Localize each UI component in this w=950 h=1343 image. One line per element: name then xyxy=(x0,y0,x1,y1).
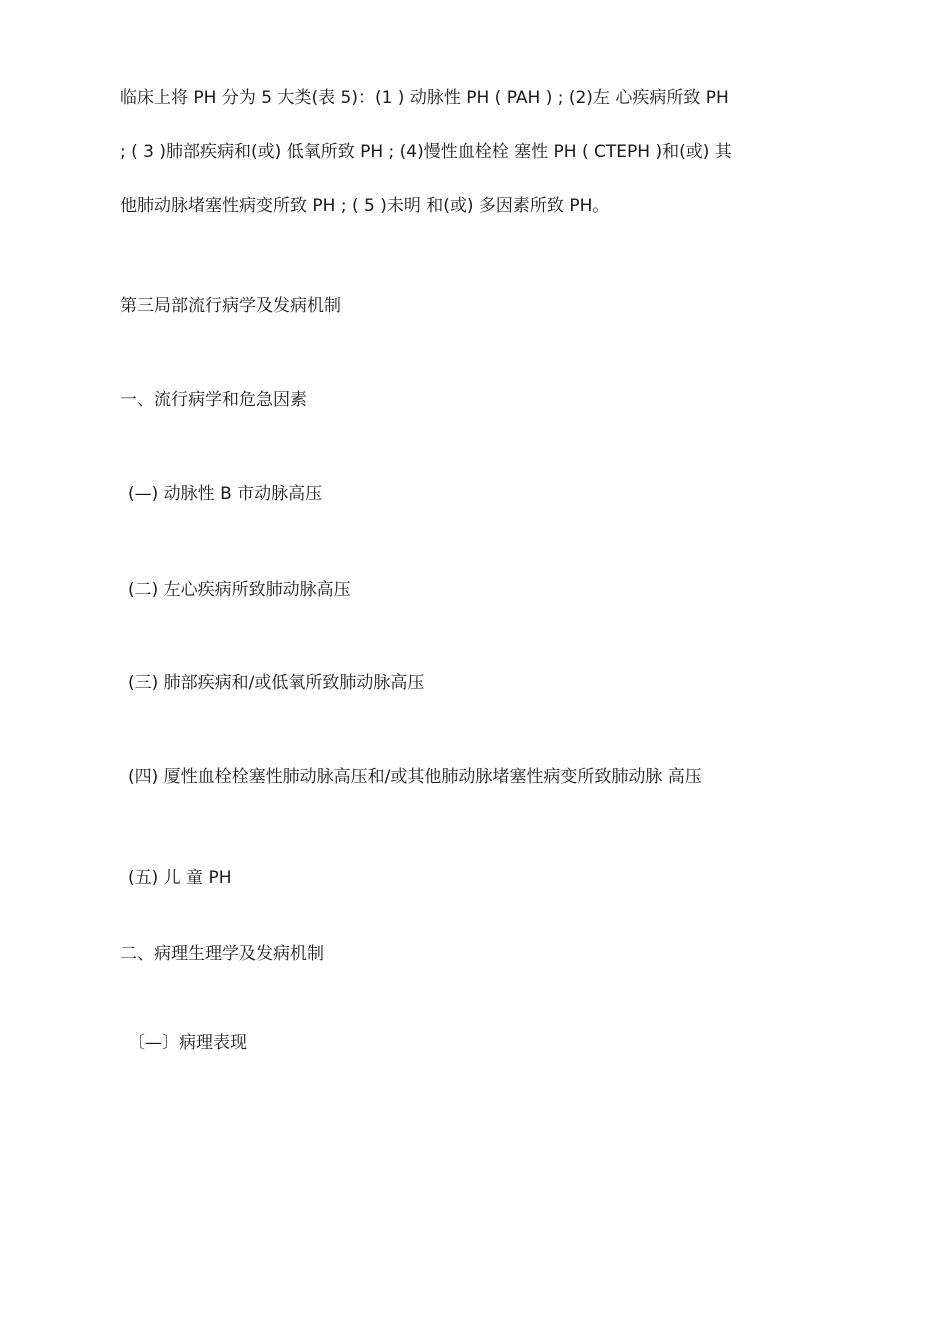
subsection-pediatric: (五) 儿 童 PH xyxy=(128,868,232,888)
paragraph-line-1: 临床上将 PH 分为 5 大类(表 5)：(1 ) 动脉性 PH ( PAH ) ; (2)左 心疾病所致 PH xyxy=(120,88,729,108)
subsection-lung-disease: (三) 肺部疾病和/或低氧所致肺动脉高压 xyxy=(128,673,425,693)
section-heading-epidemiology: 一、流行病学和危急因素 xyxy=(120,390,307,410)
subsection-cteph: (四) 厦性血栓栓塞性肺动脉高压和/或其他肺动脉堵塞性病变所致肺动脉 高压 xyxy=(128,767,702,787)
paragraph-line-2: ; ( 3 )肺部疾病和(或) 低氧所致 PH ; (4)慢性血栓栓 塞性 PH ( CTEPH )和(或) 其 xyxy=(120,142,732,162)
subsection-left-heart: (二) 左心疾病所致肺动脉高压 xyxy=(128,580,351,600)
section-heading-pathophysiology: 二、病理生理学及发病机制 xyxy=(120,944,324,964)
subsection-pathology: 〔—〕病理表现 xyxy=(128,1033,247,1053)
subsection-pah: (—) 动脉性 B 市动脉高压 xyxy=(128,484,323,504)
part-heading: 第三局部流行病学及发病机制 xyxy=(120,296,341,316)
paragraph-line-3: 他肺动脉堵塞性病变所致 PH ; ( 5 )未明 和(或) 多因素所致 PH。 xyxy=(120,196,610,216)
